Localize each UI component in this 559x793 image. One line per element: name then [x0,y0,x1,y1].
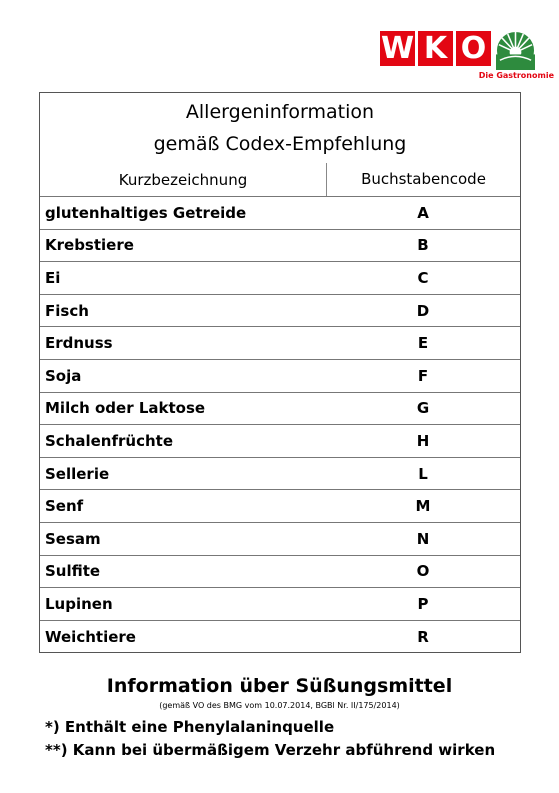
table-row [40,424,520,457]
table-row [40,196,520,229]
table-row [40,620,520,653]
allergen-code: N [416,529,430,548]
allergen-name: Milch oder Laktose [45,399,206,418]
table-row [40,555,520,588]
allergen-name: glutenhaltiges Getreide [45,203,247,222]
allergen-name: Ei [45,268,61,287]
allergen-code: R [417,627,429,646]
logo-letter-w: W [380,30,415,66]
allergen-table [39,92,521,653]
table-row [40,359,520,392]
sun-icon [496,31,535,70]
table-row [40,457,520,490]
allergen-name: Sesam [45,529,101,548]
allergen-code: H [416,431,430,450]
table-row [40,326,520,359]
wko-logo [380,30,554,81]
allergen-code: M [415,497,431,516]
logo-letter-o: O [456,31,491,66]
allergen-code: C [417,268,429,287]
allergen-code: G [416,399,430,418]
allergen-code: A [417,203,429,222]
table-row [40,294,520,327]
table-title-line1: Allergeninformation [185,101,375,123]
note-phenylalanine: *) Enthält eine Phenylalaninquelle [45,718,335,736]
allergen-name: Sulfite [45,562,101,581]
allergen-name: Sellerie [45,464,110,483]
column-header-code: Buchstabencode [326,163,520,196]
allergen-name: Fisch [45,301,89,320]
allergen-code: P [417,594,429,613]
table-row [40,261,520,294]
allergen-code: D [416,301,430,320]
table-title-line2: gemäß Codex-Empfehlung [153,133,407,155]
table-header [40,163,520,196]
table-row [40,489,520,522]
allergen-code: L [418,464,428,483]
sweeteners-title: Information über Süßungsmittel [106,675,453,697]
table-row [40,522,520,555]
allergen-name: Krebstiere [45,236,134,255]
allergen-name: Schalenfrüchte [45,431,174,450]
note-laxative: **) Kann bei übermäßigem Verzehr abführend wirken [45,741,496,759]
allergen-name: Erdnuss [45,334,113,353]
logo-letter-k: K [418,31,453,66]
allergen-name: Lupinen [45,594,113,613]
allergen-code: B [417,236,429,255]
sweeteners-subtitle: (gemäß VO des BMG vom 10.07.2014, BGBl Nr. II/175/2014) [159,701,400,710]
allergen-code: O [416,562,430,581]
table-title [40,93,520,163]
table-row [40,587,520,620]
allergen-code: E [417,334,429,353]
column-header-name: Kurzbezeichnung [118,170,248,189]
table-row [40,392,520,425]
allergen-name: Weichtiere [45,627,136,646]
table-row [40,229,520,262]
allergen-code: F [417,366,429,385]
logo-tagline: Die Gastronomie [478,71,554,80]
allergen-name: Senf [45,497,84,516]
table-body [40,196,520,652]
allergen-name: Soja [45,366,82,385]
